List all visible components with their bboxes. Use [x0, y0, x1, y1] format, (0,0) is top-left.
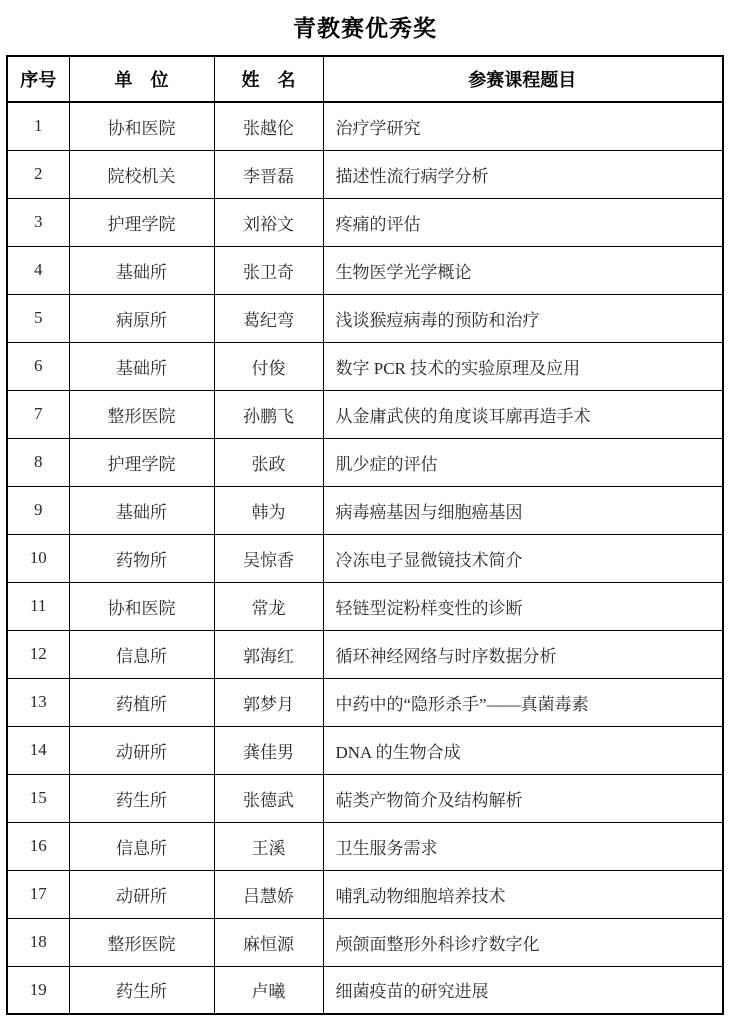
cell-index: 3 — [7, 198, 69, 246]
table-row — [7, 918, 723, 966]
cell-topic: 病毒癌基因与细胞癌基因 — [323, 486, 723, 534]
cell-topic: 轻链型淀粉样变性的诊断 — [323, 582, 723, 630]
cell-index: 15 — [7, 774, 69, 822]
cell-name: 王溪 — [214, 822, 323, 870]
cell-name: 张卫奇 — [214, 246, 323, 294]
table-row — [7, 102, 723, 150]
cell-topic: 治疗学研究 — [323, 102, 723, 150]
cell-name: 吕慧娇 — [214, 870, 323, 918]
cell-name: 吴惊香 — [214, 534, 323, 582]
cell-name: 卢曦 — [214, 966, 323, 1014]
cell-unit: 药植所 — [69, 678, 214, 726]
cell-topic: 冷冻电子显微镜技术简介 — [323, 534, 723, 582]
cell-index: 11 — [7, 582, 69, 630]
cell-topic: DNA 的生物合成 — [323, 726, 723, 774]
cell-topic: 循环神经网络与时序数据分析 — [323, 630, 723, 678]
cell-topic: 肌少症的评估 — [323, 438, 723, 486]
table-row — [7, 774, 723, 822]
table-row — [7, 582, 723, 630]
table-row — [7, 678, 723, 726]
cell-topic: 从金庸武侠的角度谈耳廓再造手术 — [323, 390, 723, 438]
table-row — [7, 150, 723, 198]
table-row — [7, 966, 723, 1014]
cell-name: 常龙 — [214, 582, 323, 630]
header-row — [7, 56, 723, 102]
cell-index: 5 — [7, 294, 69, 342]
table-row — [7, 294, 723, 342]
cell-topic: 描述性流行病学分析 — [323, 150, 723, 198]
award-table — [6, 55, 724, 1015]
cell-topic: 细菌疫苗的研究进展 — [323, 966, 723, 1014]
cell-unit: 信息所 — [69, 822, 214, 870]
header-unit: 单 位 — [69, 56, 214, 102]
header-name: 姓 名 — [214, 56, 323, 102]
cell-index: 10 — [7, 534, 69, 582]
cell-name: 郭梦月 — [214, 678, 323, 726]
cell-name: 孙鹏飞 — [214, 390, 323, 438]
cell-index: 4 — [7, 246, 69, 294]
cell-name: 龚佳男 — [214, 726, 323, 774]
table-row — [7, 534, 723, 582]
cell-unit: 护理学院 — [69, 198, 214, 246]
table-row — [7, 342, 723, 390]
cell-topic: 生物医学光学概论 — [323, 246, 723, 294]
cell-index: 1 — [7, 102, 69, 150]
cell-name: 付俊 — [214, 342, 323, 390]
cell-topic: 哺乳动物细胞培养技术 — [323, 870, 723, 918]
cell-index: 9 — [7, 486, 69, 534]
cell-index: 19 — [7, 966, 69, 1014]
header-index: 序号 — [7, 56, 69, 102]
cell-unit: 基础所 — [69, 486, 214, 534]
cell-unit: 信息所 — [69, 630, 214, 678]
header-topic: 参赛课程题目 — [323, 56, 723, 102]
cell-unit: 药物所 — [69, 534, 214, 582]
cell-index: 16 — [7, 822, 69, 870]
cell-topic: 萜类产物简介及结构解析 — [323, 774, 723, 822]
table-row — [7, 630, 723, 678]
table-row — [7, 726, 723, 774]
table-row — [7, 486, 723, 534]
cell-name: 刘裕文 — [214, 198, 323, 246]
cell-unit: 护理学院 — [69, 438, 214, 486]
cell-index: 17 — [7, 870, 69, 918]
cell-name: 张越伦 — [214, 102, 323, 150]
cell-index: 12 — [7, 630, 69, 678]
cell-unit: 动研所 — [69, 870, 214, 918]
cell-unit: 药生所 — [69, 774, 214, 822]
cell-topic: 颅颌面整形外科诊疗数字化 — [323, 918, 723, 966]
cell-name: 麻恒源 — [214, 918, 323, 966]
cell-name: 张德武 — [214, 774, 323, 822]
table-row — [7, 246, 723, 294]
table-row — [7, 198, 723, 246]
page-title: 青教赛优秀奖 — [293, 15, 437, 41]
cell-topic: 卫生服务需求 — [323, 822, 723, 870]
cell-topic: 数字 PCR 技术的实验原理及应用 — [323, 342, 723, 390]
cell-index: 18 — [7, 918, 69, 966]
cell-name: 韩为 — [214, 486, 323, 534]
table-row — [7, 390, 723, 438]
cell-unit: 动研所 — [69, 726, 214, 774]
cell-topic: 中药中的“隐形杀手”——真菌毒素 — [323, 678, 723, 726]
cell-topic: 浅谈猴痘病毒的预防和治疗 — [323, 294, 723, 342]
table-header — [7, 56, 723, 102]
cell-name: 郭海红 — [214, 630, 323, 678]
cell-index: 14 — [7, 726, 69, 774]
cell-name: 李晋磊 — [214, 150, 323, 198]
cell-index: 7 — [7, 390, 69, 438]
cell-unit: 药生所 — [69, 966, 214, 1014]
table-row — [7, 822, 723, 870]
table-body — [7, 102, 723, 1014]
cell-index: 2 — [7, 150, 69, 198]
table-row — [7, 870, 723, 918]
cell-index: 6 — [7, 342, 69, 390]
cell-unit: 整形医院 — [69, 918, 214, 966]
cell-unit: 整形医院 — [69, 390, 214, 438]
cell-unit: 基础所 — [69, 342, 214, 390]
cell-unit: 协和医院 — [69, 102, 214, 150]
cell-name: 葛纪弯 — [214, 294, 323, 342]
cell-unit: 协和医院 — [69, 582, 214, 630]
cell-index: 13 — [7, 678, 69, 726]
cell-unit: 基础所 — [69, 246, 214, 294]
table-row — [7, 438, 723, 486]
cell-unit: 病原所 — [69, 294, 214, 342]
cell-unit: 院校机关 — [69, 150, 214, 198]
cell-index: 8 — [7, 438, 69, 486]
cell-name: 张政 — [214, 438, 323, 486]
cell-topic: 疼痛的评估 — [323, 198, 723, 246]
